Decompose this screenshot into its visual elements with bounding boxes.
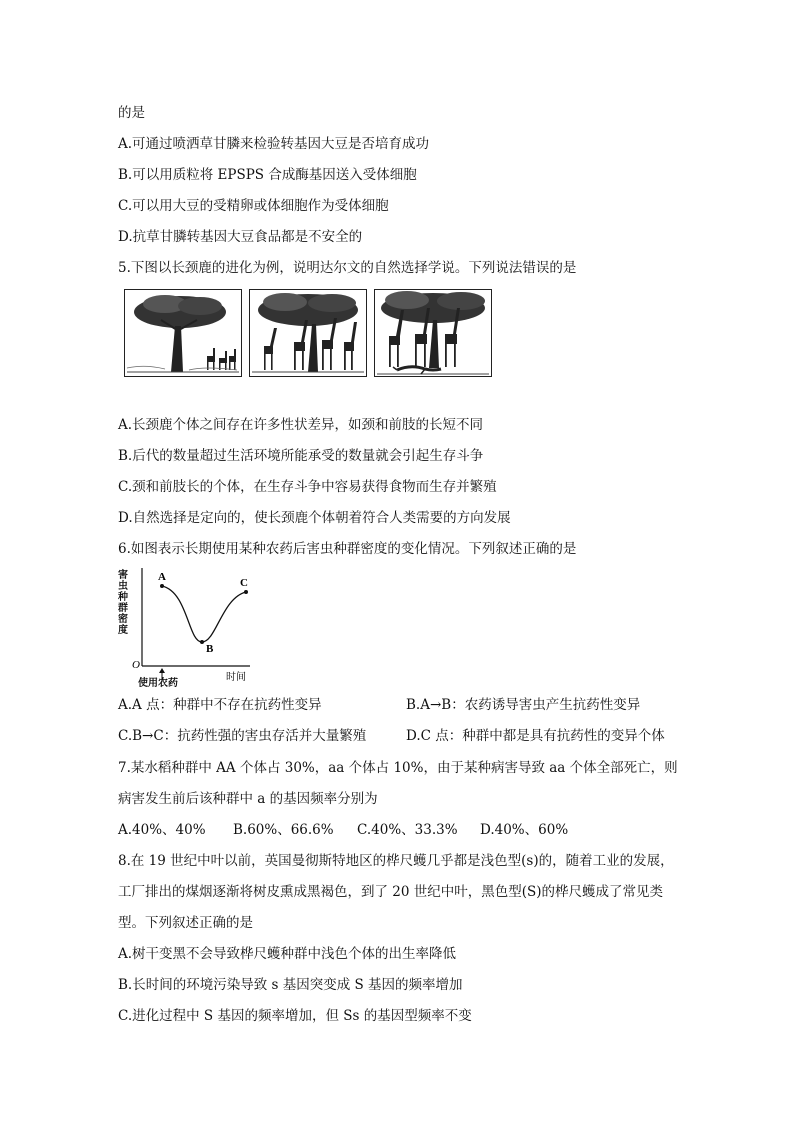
q8-stem-line1: 8.在 19 世纪中叶以前，英国曼彻斯特地区的桦尺蠖几乎都是浅色型(s)的，随着工业的发展， [118, 853, 674, 869]
q6-option-a: A.A 点：种群中不存在抗药性变异 [118, 697, 322, 713]
origin-label: O [132, 659, 140, 671]
q7-stem-line1: 7.某水稻种群中 AA 个体占 30%，aa 个体占 10%，由于某种病害导致 aa 个体全部死亡，则 [118, 760, 678, 776]
q5-option-c: C.颈和前肢长的个体，在生存斗争中容易获得食物而生存并繁殖 [118, 479, 497, 495]
giraffe-panel-3 [374, 289, 492, 377]
q5-stem: 5.下图以长颈鹿的进化为例，说明达尔文的自然选择学说。下列说法错误的是 [118, 260, 577, 276]
q7-stem-line2: 病害发生前后该种群中 a 的基因频率分别为 [118, 791, 378, 807]
giraffe-illustration-2 [250, 290, 366, 376]
q8-option-c: C.进化过程中 S 基因的频率增加，但 Ss 的基因型频率不变 [118, 1008, 472, 1024]
question-continuation: 的是 [118, 105, 145, 121]
q4-option-b: B.可以用质粒将 EPSPS 合成酶基因送入受体细胞 [118, 167, 417, 183]
q7-option-a: A.40%、40% [118, 822, 206, 838]
pest-density-graph [118, 566, 258, 690]
q7-option-c: C.40%、33.3% [357, 822, 458, 838]
q6-option-b: B.A→B：农药诱导害虫产生抗药性变异 [406, 697, 641, 713]
x-axis-label: 时间 [226, 672, 246, 683]
y-axis-label: 害虫种群密度 [118, 570, 128, 636]
point-a-label: A [158, 571, 166, 583]
q7-option-b: B.60%、66.6% [233, 822, 334, 838]
q6-option-d: D.C 点：种群中都是具有抗药性的变异个体 [406, 728, 665, 744]
q5-option-a: A.长颈鹿个体之间存在许多性状差异，如颈和前肢的长短不同 [118, 417, 484, 433]
pesticide-label: 使用农药 [138, 678, 178, 689]
q7-option-d: D.40%、60% [480, 822, 569, 838]
giraffe-illustration-3 [375, 290, 491, 376]
q4-option-d: D.抗草甘膦转基因大豆食品都是不安全的 [118, 229, 363, 245]
point-b-label: B [206, 643, 214, 655]
q8-stem-line3: 型。下列叙述正确的是 [118, 915, 253, 931]
giraffe-illustration-1 [125, 290, 241, 376]
q8-stem-line2: 工厂排出的煤烟逐渐将树皮熏成黑褐色，到了 20 世纪中叶，黑色型(S)的桦尺蠖成了常见类 [118, 884, 664, 900]
point-a-dot [160, 584, 164, 588]
q4-option-c: C.可以用大豆的受精卵或体细胞作为受体细胞 [118, 198, 389, 214]
point-c-dot [244, 590, 248, 594]
q4-option-a: A.可通过喷洒草甘膦来检验转基因大豆是否培育成功 [118, 136, 430, 152]
q8-option-b: B.长时间的环境污染导致 s 基因突变成 S 基因的频率增加 [118, 977, 463, 993]
arrow-head-icon [159, 668, 165, 673]
density-curve [162, 586, 246, 642]
giraffe-panel-2 [249, 289, 367, 377]
q6-option-c: C.B→C：抗药性强的害虫存活并大量繁殖 [118, 728, 367, 744]
point-b-dot [200, 640, 204, 644]
q5-option-d: D.自然选择是定向的，使长颈鹿个体朝着符合人类需要的方向发展 [118, 510, 511, 526]
giraffe-panel-1 [124, 289, 242, 377]
q6-stem: 6.如图表示长期使用某种农药后害虫种群密度的变化情况。下列叙述正确的是 [118, 541, 577, 557]
q5-option-b: B.后代的数量超过生活环境所能承受的数量就会引起生存斗争 [118, 448, 484, 464]
point-c-label: C [240, 577, 248, 589]
q8-option-a: A.树干变黑不会导致桦尺蠖种群中浅色个体的出生率降低 [118, 946, 457, 962]
